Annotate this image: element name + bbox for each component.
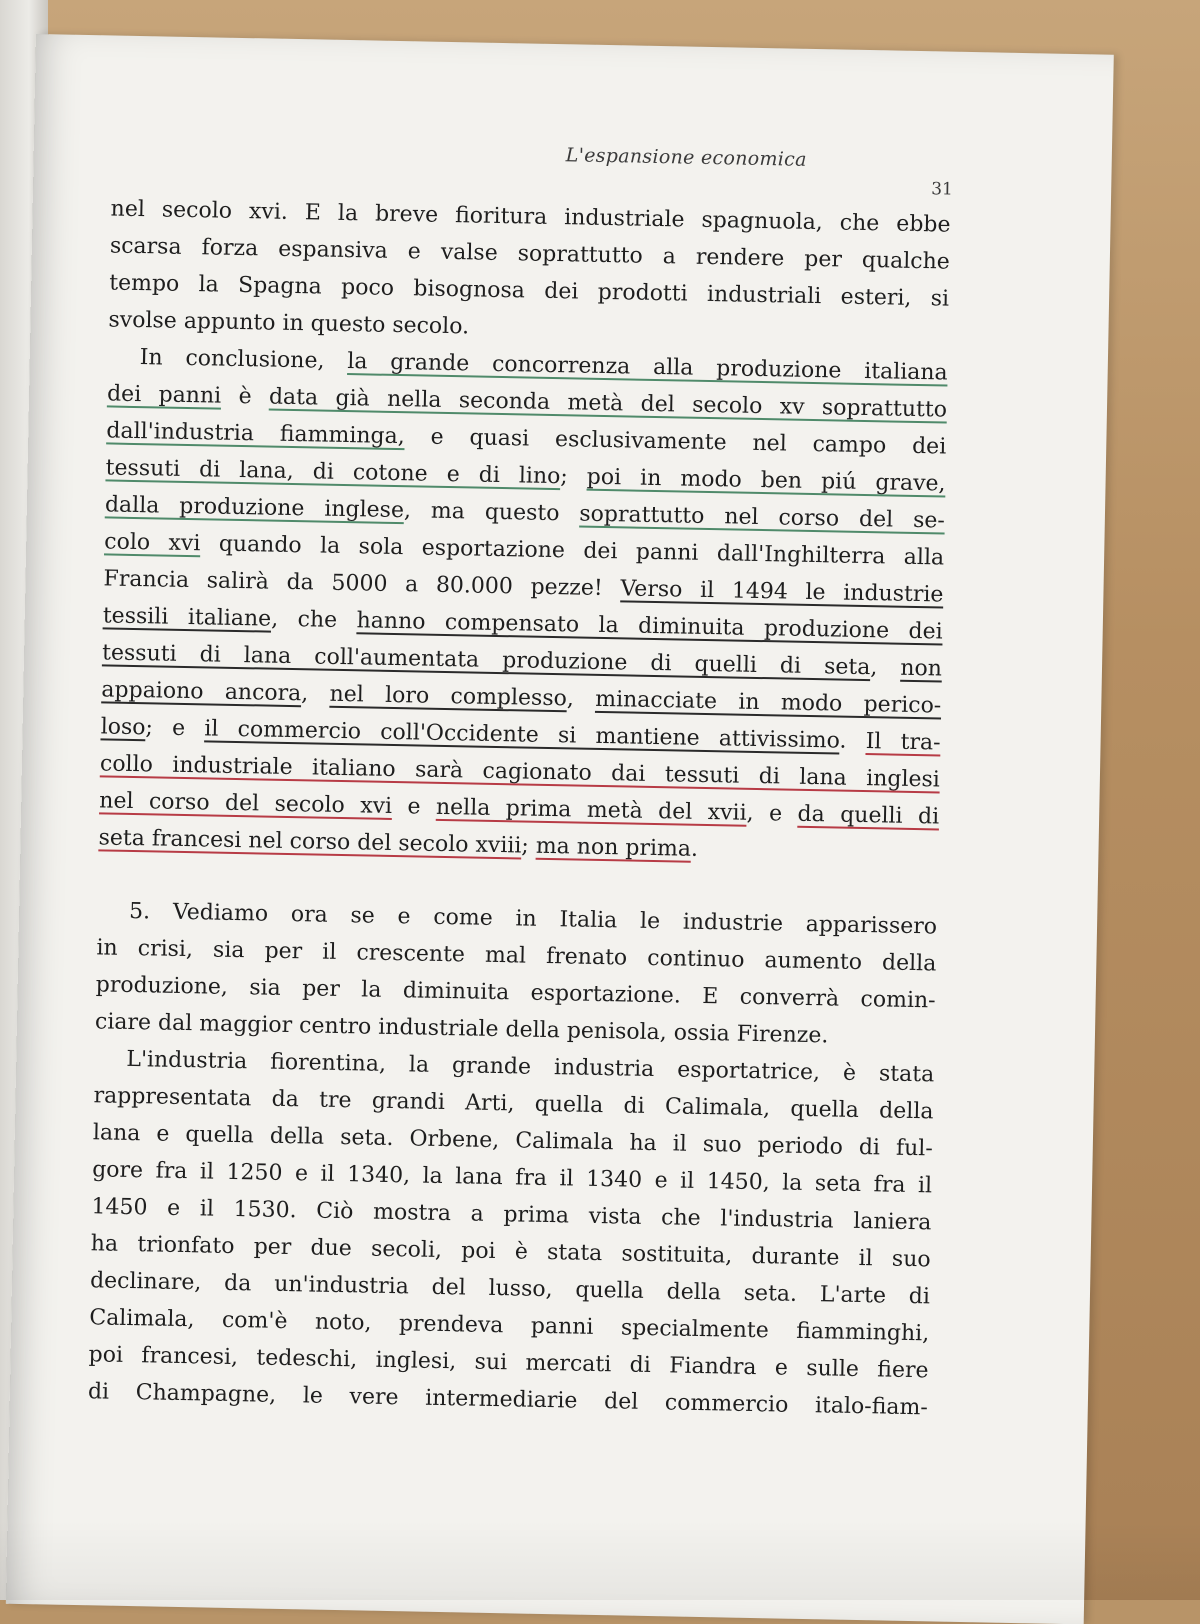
text-line: poi francesi, tedeschi, inglesi, sui mercati di Fiandra e sulle fiere <box>88 1342 929 1384</box>
text-run: . <box>839 728 866 755</box>
underlined-text: hanno compensato la diminuita produzione dei <box>356 608 943 645</box>
underlined-text: tessuti di lana coll'aumentata produzione di quelli di seta <box>101 640 871 681</box>
underlined-text: loso <box>100 714 146 741</box>
underlined-text: minacciate in modo perico- <box>594 686 942 719</box>
underlined-text: Il tra- <box>865 729 941 756</box>
paragraph-2 <box>98 338 948 872</box>
text-line: di Champagne, le vere intermediarie del commercio italo-fiam- <box>87 1379 929 1421</box>
underlined-text: il commercio coll'Occidente si mantiene attivissimo <box>204 716 840 754</box>
text-run: quando la sola esportazione dei panni dall'Inghilterra alla <box>200 531 945 571</box>
text-line: 5. Vediamo ora se e come in Italia le industrie apparissero <box>128 898 938 940</box>
underlined-text: data già nella seconda metà del secolo xv soprattutto <box>268 384 948 423</box>
text-run: , <box>566 686 596 712</box>
paragraph-4 <box>88 1040 935 1426</box>
text-run: e <box>391 793 437 820</box>
text-line: produzione, sia per la diminuita esportazione. E converrà comin- <box>95 972 936 1014</box>
paragraph-1 <box>108 190 951 354</box>
underlined-text: nel loro complesso <box>329 681 568 712</box>
text-line: ciare dal maggior centro industriale della penisola, ossia Firenze. <box>94 1009 829 1049</box>
underlined-text: non <box>900 655 943 682</box>
text-line: tempo la Spagna poco bisognosa dei prodotti industriali esteri, si <box>108 270 950 312</box>
text-run: , che <box>270 606 357 634</box>
underlined-text: tessili italiane <box>102 603 272 632</box>
underlined-text: dall'industria fiamminga, <box>106 418 405 450</box>
paragraph-3 <box>95 892 938 1056</box>
text-run: , ma questo <box>403 498 580 527</box>
underlined-text: dei panni <box>106 381 222 409</box>
text-run: , <box>301 681 330 707</box>
text-line: lana e quella della seta. Orbene, Calimala ha il suo periodo di ful- <box>92 1120 934 1162</box>
text-run: ; <box>560 464 588 490</box>
text-run: In conclusione, <box>139 345 348 375</box>
underlined-text: collo industriale italiano sarà cagionato dai tessuti di lana inglesi <box>99 751 941 793</box>
page-number: 31 <box>930 179 954 200</box>
underlined-text: ma non prima <box>535 833 692 862</box>
text-run: , <box>870 655 901 681</box>
text-run: ; e <box>145 715 205 742</box>
underlined-text: seta francesi nel corso del secolo xviii <box>98 825 522 859</box>
text-line: declinare, da un'industria del lusso, quella della seta. L'arte di <box>89 1268 931 1310</box>
underlined-text: dalla produzione inglese <box>104 492 405 524</box>
underlined-text: Verso il 1494 le industrie <box>620 576 944 608</box>
text-run: ; <box>521 833 537 859</box>
text-line: scarsa forza espansiva e valse soprattutto a rendere per qualche <box>109 233 951 275</box>
text-run: e quasi esclusivamente nel campo dei <box>404 424 947 460</box>
text-line: Calimala, com'è noto, prendeva panni specialmente fiamminghi, <box>89 1305 930 1347</box>
underlined-text: tessuti di lana, di cotone e di lino <box>105 455 561 490</box>
underlined-text: appaiono ancora <box>101 677 302 707</box>
underlined-text: nel corso del secolo xvi <box>99 788 393 819</box>
text-line: svolse appunto in questo secolo. <box>108 307 470 340</box>
underlined-text: da quelli di <box>797 801 940 830</box>
underlined-text: la grande concorrenza alla produzione italiana <box>347 349 948 386</box>
underlined-text: nella prima metà del xvii <box>435 794 747 826</box>
text-line: L'industria fiorentina, la grande industria esportatrice, è stata <box>126 1046 935 1088</box>
text-line: gore fra il 1250 e il 1340, la lana fra il 1340 e il 1450, la seta fra il <box>91 1157 933 1199</box>
text-line: rappresentata da tre grandi Arti, quella di Calimala, quella della <box>93 1083 934 1125</box>
text-run: . <box>690 836 699 862</box>
underlined-text: colo xvi <box>104 529 201 557</box>
text-line: 1450 e il 1530. Ciò mostra a prima vista che l'industria laniera <box>91 1194 932 1236</box>
body-text <box>88 190 951 1426</box>
text-run: Francia salirà da 5000 a 80.000 pezze! <box>103 566 621 602</box>
text-line: nel secolo xvi. E la breve fioritura industriale spagnuola, che ebbe <box>110 196 951 238</box>
text-line: ha trionfato per due secoli, poi è stata sostituita, durante il suo <box>90 1231 931 1273</box>
running-head: L'espansione economica <box>565 144 807 171</box>
text-line: in crisi, sia per il crescente mal frenato continuo aumento della <box>96 935 937 977</box>
book-page <box>6 34 1114 1624</box>
underlined-text: poi in modo ben piú grave, <box>586 464 946 497</box>
text-run: è <box>220 383 270 410</box>
text-run: , e <box>746 800 798 827</box>
underlined-text: soprattutto nel corso del se- <box>579 501 946 534</box>
